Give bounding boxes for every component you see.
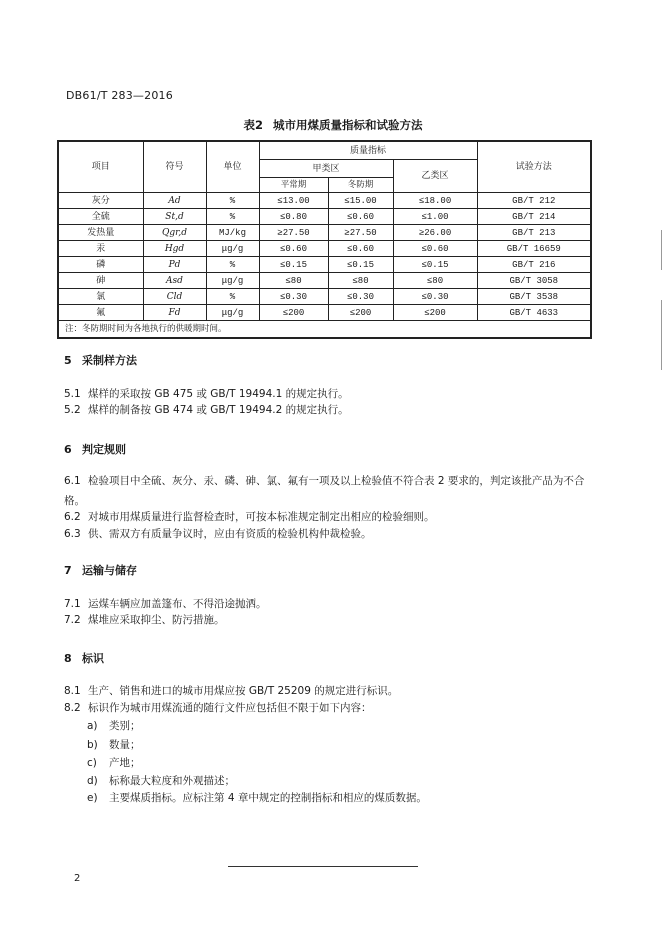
header-quality: 质量指标 <box>259 141 477 160</box>
section-title: 标识 <box>82 652 104 665</box>
clause-6-1 <box>64 471 594 511</box>
header-winter-period: 冬防期 <box>328 178 393 193</box>
clause-number: 7.1 <box>64 598 81 610</box>
cell-normal: ≤0.80 <box>259 209 328 225</box>
cell-winter: ≤80 <box>328 273 393 289</box>
cell-winter: ≥27.50 <box>328 225 393 241</box>
list-text: 数量； <box>109 739 141 751</box>
cell-unit: μg/g <box>206 241 259 257</box>
scan-edge-mark <box>661 230 662 270</box>
cell-class-b: ≤18.00 <box>393 193 477 209</box>
list-marker: c) <box>87 757 97 769</box>
list-marker: d) <box>87 775 98 787</box>
scan-edge-mark <box>661 300 662 370</box>
cell-unit: % <box>206 289 259 305</box>
cell-unit: % <box>206 257 259 273</box>
cell-unit: % <box>206 193 259 209</box>
section-title: 采制样方法 <box>82 354 137 367</box>
clause-6-3 <box>64 524 594 544</box>
cell-normal: ≤200 <box>259 305 328 321</box>
section-8-heading <box>64 650 104 666</box>
cell-class-b: ≤80 <box>393 273 477 289</box>
clause-number: 5.2 <box>64 404 81 416</box>
cell-symbol: Pd <box>143 257 206 273</box>
document-code: DB61/T 283—2016 <box>66 89 173 102</box>
coal-quality-table <box>57 140 592 339</box>
section-number: 5 <box>64 354 72 367</box>
list-item <box>87 773 235 788</box>
cell-class-b: ≤1.00 <box>393 209 477 225</box>
cell-normal: ≤80 <box>259 273 328 289</box>
cell-method: GB/T 4633 <box>477 305 591 321</box>
table-row <box>58 209 591 225</box>
cell-item: 砷 <box>58 273 143 289</box>
list-marker: b) <box>87 739 98 751</box>
clause-text: 煤样的采取按 GB 475 或 GB/T 19494.1 的规定执行。 <box>88 388 349 400</box>
table-row <box>58 193 591 209</box>
table-body <box>58 193 591 321</box>
clause-5-2 <box>64 400 594 420</box>
cell-class-b: ≤0.60 <box>393 241 477 257</box>
header-symbol: 符号 <box>143 141 206 193</box>
table-note: 注：冬防期时间为各地执行的供暖期时间。 <box>58 321 591 339</box>
cell-symbol: Hgd <box>143 241 206 257</box>
cell-class-b: ≥26.00 <box>393 225 477 241</box>
cell-item: 灰分 <box>58 193 143 209</box>
cell-winter: ≤15.00 <box>328 193 393 209</box>
list-item <box>87 755 141 770</box>
clause-text: 检验项目中全硫、灰分、汞、磷、砷、氯、氟有一项及以上检验值不符合表 2 要求的，判定该批产品为不合格。 <box>64 475 585 507</box>
cell-method: GB/T 3538 <box>477 289 591 305</box>
page-number: 2 <box>74 873 81 884</box>
section-7-heading <box>64 562 137 578</box>
table-row <box>58 225 591 241</box>
clause-number: 8.2 <box>64 702 81 714</box>
cell-method: GB/T 212 <box>477 193 591 209</box>
cell-method: GB/T 16659 <box>477 241 591 257</box>
section-title: 运输与储存 <box>82 564 137 577</box>
list-text: 产地； <box>109 757 141 769</box>
cell-item: 全硫 <box>58 209 143 225</box>
cell-normal: ≤0.15 <box>259 257 328 273</box>
list-marker: a) <box>87 720 98 732</box>
clause-number: 6.1 <box>64 475 81 487</box>
section-6-heading <box>64 441 126 457</box>
clause-text: 对城市用煤质量进行监督检查时，可按本标准规定制定出相应的检验细则。 <box>88 511 435 523</box>
cell-symbol: Qgr,d <box>143 225 206 241</box>
cell-method: GB/T 216 <box>477 257 591 273</box>
cell-method: GB/T 214 <box>477 209 591 225</box>
section-title: 判定规则 <box>82 443 126 456</box>
clause-number: 8.1 <box>64 685 81 697</box>
list-text: 类别； <box>109 720 141 732</box>
cell-class-b: ≤0.30 <box>393 289 477 305</box>
cell-item: 磷 <box>58 257 143 273</box>
section-number: 6 <box>64 443 72 456</box>
table-row <box>58 305 591 321</box>
cell-symbol: Ad <box>143 193 206 209</box>
table-row <box>58 241 591 257</box>
clause-8-2 <box>64 698 594 718</box>
header-method: 试验方法 <box>477 141 591 193</box>
cell-symbol: Cld <box>143 289 206 305</box>
header-class-a: 甲类区 <box>259 160 393 178</box>
clause-text: 煤样的制备按 GB 474 或 GB/T 19494.2 的规定执行。 <box>88 404 349 416</box>
cell-normal: ≤0.60 <box>259 241 328 257</box>
list-item <box>87 718 141 733</box>
cell-symbol: Fd <box>143 305 206 321</box>
list-item <box>87 737 141 752</box>
list-item <box>87 790 427 805</box>
section-number: 8 <box>64 652 72 665</box>
cell-normal: ≤0.30 <box>259 289 328 305</box>
cell-winter: ≤0.60 <box>328 209 393 225</box>
cell-method: GB/T 213 <box>477 225 591 241</box>
list-marker: e) <box>87 792 98 804</box>
clause-number: 7.2 <box>64 614 81 626</box>
cell-winter: ≤0.30 <box>328 289 393 305</box>
cell-normal: ≥27.50 <box>259 225 328 241</box>
clause-text: 生产、销售和进口的城市用煤应按 GB/T 25209 的规定进行标识。 <box>88 685 399 697</box>
table-title-text: 城市用煤质量指标和试验方法 <box>273 118 423 132</box>
list-text: 标称最大粒度和外观描述； <box>109 775 235 787</box>
clause-7-2 <box>64 610 594 630</box>
clause-text: 煤堆应采取抑尘、防污措施。 <box>88 614 225 626</box>
cell-winter: ≤0.60 <box>328 241 393 257</box>
section-5-heading <box>64 352 137 368</box>
cell-unit: μg/g <box>206 273 259 289</box>
table-row <box>58 273 591 289</box>
cell-normal: ≤13.00 <box>259 193 328 209</box>
clause-text: 运煤车辆应加盖篷布、不得沿途抛洒。 <box>88 598 267 610</box>
cell-class-b: ≤0.15 <box>393 257 477 273</box>
header-normal-period: 平常期 <box>259 178 328 193</box>
section-number: 7 <box>64 564 72 577</box>
cell-unit: MJ/kg <box>206 225 259 241</box>
table-title <box>0 117 666 133</box>
table-row <box>58 289 591 305</box>
header-unit: 单位 <box>206 141 259 193</box>
cell-item: 发热量 <box>58 225 143 241</box>
cell-winter: ≤0.15 <box>328 257 393 273</box>
clause-number: 5.1 <box>64 388 81 400</box>
header-class-b: 乙类区 <box>393 160 477 193</box>
table-number: 表2 <box>243 118 263 132</box>
cell-item: 氯 <box>58 289 143 305</box>
list-text: 主要煤质指标。应标注第 4 章中规定的控制指标和相应的煤质数据。 <box>109 792 427 804</box>
cell-unit: % <box>206 209 259 225</box>
clause-text: 供、需双方有质量争议时，应由有资质的检验机构仲裁检验。 <box>88 528 372 540</box>
clause-number: 6.3 <box>64 528 81 540</box>
cell-symbol: Asd <box>143 273 206 289</box>
clause-text: 标识作为城市用煤流通的随行文件应包括但不限于如下内容： <box>88 702 372 714</box>
cell-item: 汞 <box>58 241 143 257</box>
cell-item: 氟 <box>58 305 143 321</box>
cell-winter: ≤200 <box>328 305 393 321</box>
clause-number: 6.2 <box>64 511 81 523</box>
cell-method: GB/T 3058 <box>477 273 591 289</box>
header-item: 项目 <box>58 141 143 193</box>
table-row <box>58 257 591 273</box>
cell-symbol: St,d <box>143 209 206 225</box>
cell-unit: μg/g <box>206 305 259 321</box>
cell-class-b: ≤200 <box>393 305 477 321</box>
footer-rule <box>228 866 418 867</box>
